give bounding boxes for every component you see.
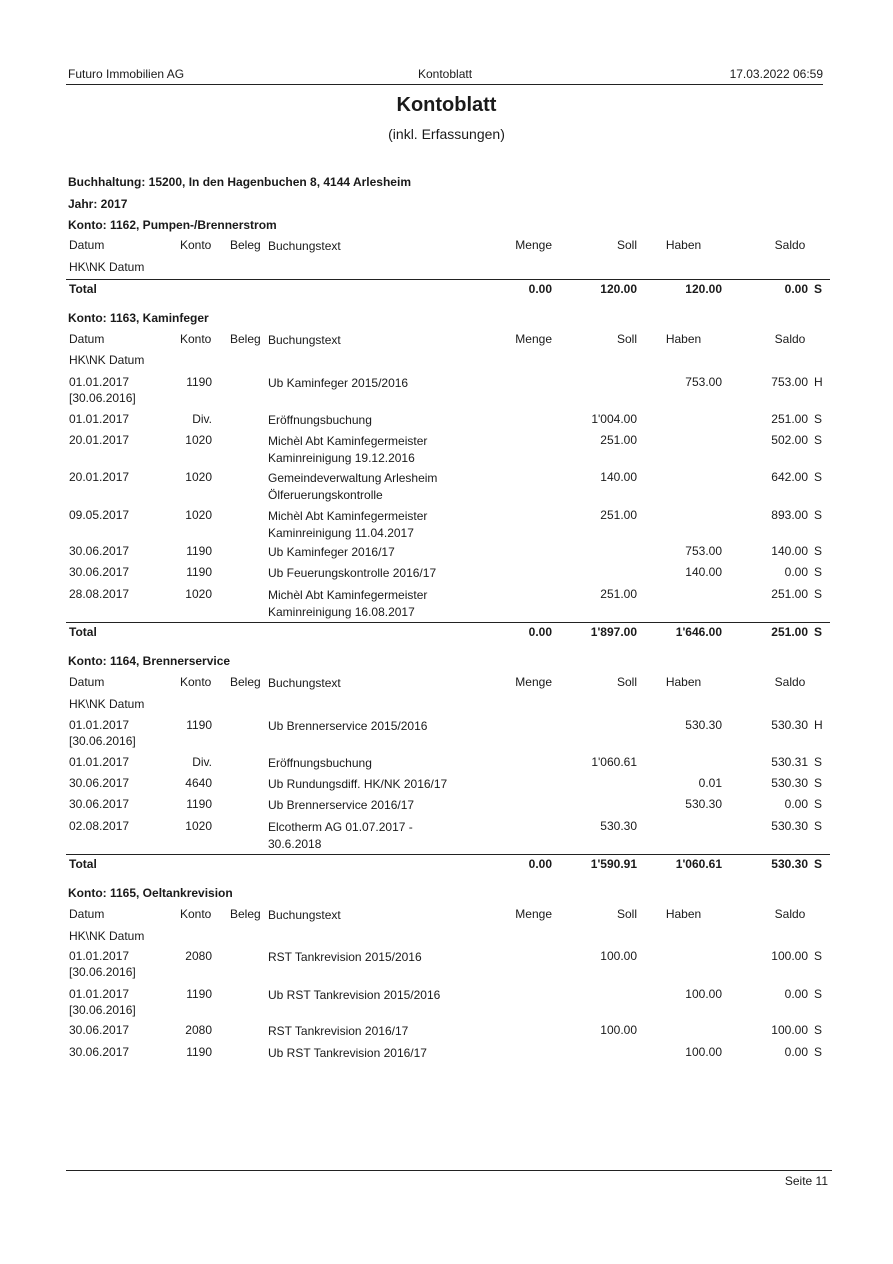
cell-datum: 20.01.2017 xyxy=(69,433,130,447)
total-menge: 0.00 xyxy=(528,282,552,296)
cell-soll: 1'004.00 xyxy=(591,412,637,426)
cell-datum: 30.06.2017 xyxy=(69,565,130,579)
col-konto: Konto xyxy=(180,907,212,921)
page-title: Kontoblatt xyxy=(396,94,497,116)
text-line-1: Ub RST Tankrevision 2016/17 xyxy=(268,1046,427,1060)
total-saldo: 0.00 xyxy=(784,282,808,296)
cell-konto: 1020 xyxy=(185,470,212,484)
cell-soll-haben-flag: S xyxy=(814,412,823,426)
cell-datum: 01.01.2017 xyxy=(69,755,130,769)
text-line-1: Ub Rundungsdiff. HK/NK 2016/17 xyxy=(268,777,448,791)
text-line-1: Gemeindeverwaltung Arlesheim xyxy=(268,471,438,485)
cell-buchungstext xyxy=(268,565,436,582)
cell-soll-haben-flag: H xyxy=(814,375,823,389)
total-soll-haben-flag: S xyxy=(814,857,823,871)
cell-hknk-datum: [30.06.2016] xyxy=(69,391,136,405)
total-row xyxy=(0,857,893,873)
cell-saldo: 893.00 xyxy=(771,508,808,522)
cell-buchungstext xyxy=(268,470,437,504)
col-haben: Haben xyxy=(665,675,702,689)
cell-datum: 01.01.2017 xyxy=(69,949,130,963)
cell-soll-haben-flag: S xyxy=(814,949,823,963)
cell-saldo: 251.00 xyxy=(771,587,808,601)
cell-soll: 251.00 xyxy=(600,508,637,522)
account-title: Konto: 1163, Kaminfeger xyxy=(68,311,209,325)
col-beleg: Beleg xyxy=(230,332,261,346)
cell-konto: Div. xyxy=(192,755,212,769)
cell-konto: 1190 xyxy=(186,797,212,811)
cell-haben: 530.30 xyxy=(685,797,722,811)
text-line-1: Eröffnungsbuchung xyxy=(268,756,372,770)
col-hknk-datum: HK\NK Datum xyxy=(69,260,145,274)
buchhaltung-info: Buchhaltung: 15200, In den Hagenbuchen 8, 4144 Arlesheim xyxy=(68,175,411,189)
cell-saldo: 140.00 xyxy=(771,544,808,558)
cell-konto: 1020 xyxy=(185,587,212,601)
cell-buchungstext xyxy=(268,987,440,1004)
text-line-1: Ub Feuerungskontrolle 2016/17 xyxy=(268,566,437,580)
col-hknk-datum: HK\NK Datum xyxy=(69,929,145,943)
text-line-1: Ub Brennerservice 2015/2016 xyxy=(268,719,428,733)
col-saldo: Saldo xyxy=(774,675,806,689)
account-title: Konto: 1165, Oeltankrevision xyxy=(68,886,233,900)
cell-datum: 30.06.2017 xyxy=(69,797,130,811)
account-title: Konto: 1162, Pumpen-/Brennerstrom xyxy=(68,218,277,232)
cell-soll-haben-flag: S xyxy=(814,987,823,1001)
report-name: Kontoblatt xyxy=(418,67,473,81)
cell-soll-haben-flag: S xyxy=(814,587,823,601)
cell-buchungstext xyxy=(268,433,427,467)
cell-konto: 1190 xyxy=(186,375,212,389)
total-soll-haben-flag: S xyxy=(814,625,823,639)
cell-saldo: 0.00 xyxy=(784,565,808,579)
cell-datum: 09.05.2017 xyxy=(69,508,130,522)
cell-datum: 28.08.2017 xyxy=(69,587,130,601)
col-soll: Soll xyxy=(616,907,637,921)
jahr-info: Jahr: 2017 xyxy=(68,197,128,211)
cell-haben: 753.00 xyxy=(685,544,722,558)
cell-soll-haben-flag: S xyxy=(814,797,823,811)
table-row xyxy=(0,433,893,465)
text-line-1: Ub Brennerservice 2016/17 xyxy=(268,798,415,812)
total-label: Total xyxy=(69,282,97,296)
table-row xyxy=(0,755,893,771)
total-rule xyxy=(66,279,830,280)
cell-saldo: 753.00 xyxy=(771,375,808,389)
text-line-2: Kaminreinigung 19.12.2016 xyxy=(268,451,415,465)
cell-buchungstext xyxy=(268,587,427,621)
cell-datum: 30.06.2017 xyxy=(69,776,130,790)
col-hknk-datum: HK\NK Datum xyxy=(69,353,145,367)
cell-buchungstext xyxy=(268,544,395,561)
table-row xyxy=(0,819,893,851)
col-menge: Menge xyxy=(515,675,552,689)
cell-saldo: 530.30 xyxy=(771,819,808,833)
cell-saldo: 251.00 xyxy=(771,412,808,426)
col-saldo: Saldo xyxy=(774,332,806,346)
cell-saldo: 0.00 xyxy=(784,1045,808,1059)
total-row xyxy=(0,625,893,641)
cell-datum: 30.06.2017 xyxy=(69,1045,130,1059)
column-header xyxy=(0,332,893,348)
text-line-1: Ub RST Tankrevision 2015/2016 xyxy=(268,988,441,1002)
cell-haben: 140.00 xyxy=(685,565,722,579)
cell-datum: 02.08.2017 xyxy=(69,819,130,833)
total-menge: 0.00 xyxy=(528,625,552,639)
col-soll: Soll xyxy=(616,238,637,252)
text-line-1: RST Tankrevision 2016/17 xyxy=(268,1024,409,1038)
cell-konto: 1020 xyxy=(185,819,212,833)
col-soll: Soll xyxy=(616,675,637,689)
text-line-1: RST Tankrevision 2015/2016 xyxy=(268,950,422,964)
table-row xyxy=(0,1045,893,1061)
cell-konto: 1190 xyxy=(186,544,212,558)
cell-saldo: 530.31 xyxy=(771,755,808,769)
cell-soll-haben-flag: S xyxy=(814,508,823,522)
col-beleg: Beleg xyxy=(230,907,261,921)
cell-buchungstext xyxy=(268,797,414,814)
cell-buchungstext xyxy=(268,1045,427,1062)
table-row xyxy=(0,587,893,619)
total-soll: 120.00 xyxy=(600,282,637,296)
col-beleg: Beleg xyxy=(230,675,261,689)
cell-buchungstext xyxy=(268,375,408,392)
table-row xyxy=(0,797,893,813)
col-konto: Konto xyxy=(180,238,212,252)
text-line-1: Michèl Abt Kaminfegermeister xyxy=(268,588,428,602)
total-haben: 1'060.61 xyxy=(675,857,722,871)
cell-soll-haben-flag: S xyxy=(814,755,823,769)
total-soll: 1'590.91 xyxy=(590,857,637,871)
cell-soll-haben-flag: H xyxy=(814,718,823,732)
col-menge: Menge xyxy=(515,238,552,252)
total-rule xyxy=(66,622,830,623)
table-row xyxy=(0,718,893,748)
cell-saldo: 530.30 xyxy=(771,718,808,732)
cell-soll-haben-flag: S xyxy=(814,776,823,790)
text-line-2: Kaminreinigung 11.04.2017 xyxy=(268,526,414,540)
cell-saldo: 0.00 xyxy=(784,797,808,811)
column-header xyxy=(0,238,893,254)
cell-saldo: 502.00 xyxy=(771,433,808,447)
cell-soll: 1'060.61 xyxy=(591,755,637,769)
cell-saldo: 100.00 xyxy=(771,949,808,963)
col-hknk-datum: HK\NK Datum xyxy=(69,697,145,711)
col-haben: Haben xyxy=(665,238,702,252)
cell-konto: 1190 xyxy=(186,1045,212,1059)
total-menge: 0.00 xyxy=(528,857,552,871)
total-label: Total xyxy=(69,625,97,639)
text-line-1: Michèl Abt Kaminfegermeister xyxy=(268,434,428,448)
cell-soll: 251.00 xyxy=(600,587,637,601)
text-line-1: Ub Kaminfeger 2015/2016 xyxy=(268,376,409,390)
cell-saldo: 530.30 xyxy=(771,776,808,790)
total-label: Total xyxy=(69,857,97,871)
col-buchungstext: Buchungstext xyxy=(268,333,341,347)
cell-hknk-datum: [30.06.2016] xyxy=(69,965,136,979)
text-line-1: Michèl Abt Kaminfegermeister xyxy=(268,509,428,523)
text-line-1: Ub Kaminfeger 2016/17 xyxy=(268,545,395,559)
col-datum: Datum xyxy=(69,332,105,346)
text-line-1: Eröffnungsbuchung xyxy=(268,413,372,427)
cell-soll: 251.00 xyxy=(600,433,637,447)
cell-buchungstext xyxy=(268,508,427,542)
col-saldo: Saldo xyxy=(774,907,806,921)
cell-soll: 140.00 xyxy=(600,470,637,484)
cell-soll-haben-flag: S xyxy=(814,1023,823,1037)
cell-datum: 20.01.2017 xyxy=(69,470,130,484)
cell-datum: 01.01.2017 xyxy=(69,375,130,389)
col-buchungstext: Buchungstext xyxy=(268,908,341,922)
cell-saldo: 0.00 xyxy=(784,987,808,1001)
col-konto: Konto xyxy=(180,675,212,689)
cell-buchungstext xyxy=(268,776,447,793)
column-header xyxy=(0,675,893,691)
col-soll: Soll xyxy=(616,332,637,346)
cell-buchungstext xyxy=(268,1023,408,1040)
cell-konto: Div. xyxy=(192,412,212,426)
cell-konto: 1190 xyxy=(186,718,212,732)
cell-datum: 30.06.2017 xyxy=(69,1023,130,1037)
print-datetime: 17.03.2022 06:59 xyxy=(729,67,823,81)
cell-haben: 0.01 xyxy=(698,776,722,790)
cell-soll: 100.00 xyxy=(600,1023,637,1037)
col-datum: Datum xyxy=(69,907,105,921)
total-rule xyxy=(66,854,830,855)
total-saldo: 251.00 xyxy=(771,625,808,639)
column-header xyxy=(0,907,893,923)
text-line-2: Kaminreinigung 16.08.2017 xyxy=(268,605,415,619)
table-row xyxy=(0,544,893,560)
cell-datum: 01.01.2017 xyxy=(69,412,130,426)
text-line-2: Ölferuerungskontrolle xyxy=(268,488,383,502)
table-row xyxy=(0,1023,893,1039)
cell-soll-haben-flag: S xyxy=(814,433,823,447)
cell-buchungstext xyxy=(268,412,372,429)
cell-hknk-datum: [30.06.2016] xyxy=(69,734,136,748)
col-saldo: Saldo xyxy=(774,238,806,252)
text-line-2: 30.6.2018 xyxy=(268,837,322,851)
table-row xyxy=(0,508,893,540)
table-row xyxy=(0,949,893,979)
text-line-1: Elcotherm AG 01.07.2017 - xyxy=(268,820,413,834)
table-row xyxy=(0,565,893,581)
col-menge: Menge xyxy=(515,907,552,921)
cell-konto: 1020 xyxy=(185,433,212,447)
table-row xyxy=(0,987,893,1017)
footer-rule xyxy=(66,1170,832,1171)
cell-haben: 100.00 xyxy=(685,987,722,1001)
cell-saldo: 642.00 xyxy=(771,470,808,484)
cell-datum: 01.01.2017 xyxy=(69,718,130,732)
col-konto: Konto xyxy=(180,332,212,346)
total-saldo: 530.30 xyxy=(771,857,808,871)
cell-hknk-datum: [30.06.2016] xyxy=(69,1003,136,1017)
table-row xyxy=(0,470,893,502)
total-haben: 1'646.00 xyxy=(675,625,722,639)
cell-saldo: 100.00 xyxy=(771,1023,808,1037)
col-haben: Haben xyxy=(665,907,702,921)
cell-haben: 753.00 xyxy=(685,375,722,389)
total-row xyxy=(0,282,893,298)
cell-haben: 530.30 xyxy=(685,718,722,732)
cell-haben: 100.00 xyxy=(685,1045,722,1059)
col-datum: Datum xyxy=(69,238,105,252)
cell-konto: 1190 xyxy=(186,565,212,579)
cell-buchungstext xyxy=(268,949,422,966)
cell-soll-haben-flag: S xyxy=(814,565,823,579)
total-haben: 120.00 xyxy=(685,282,722,296)
cell-buchungstext xyxy=(268,718,427,735)
cell-konto: 1020 xyxy=(185,508,212,522)
col-haben: Haben xyxy=(665,332,702,346)
cell-datum: 30.06.2017 xyxy=(69,544,130,558)
cell-datum: 01.01.2017 xyxy=(69,987,130,1001)
total-soll-haben-flag: S xyxy=(814,282,823,296)
col-datum: Datum xyxy=(69,675,105,689)
cell-konto: 4640 xyxy=(185,776,212,790)
table-row xyxy=(0,776,893,792)
page-number: Seite 11 xyxy=(784,1174,828,1188)
col-menge: Menge xyxy=(515,332,552,346)
total-soll: 1'897.00 xyxy=(590,625,637,639)
cell-soll-haben-flag: S xyxy=(814,470,823,484)
col-buchungstext: Buchungstext xyxy=(268,239,341,253)
page-subtitle: (inkl. Erfassungen) xyxy=(388,126,505,142)
cell-soll-haben-flag: S xyxy=(814,1045,823,1059)
company-name: Futuro Immobilien AG xyxy=(68,67,185,81)
table-row xyxy=(0,412,893,428)
col-buchungstext: Buchungstext xyxy=(268,676,341,690)
col-beleg: Beleg xyxy=(230,238,261,252)
cell-soll: 100.00 xyxy=(600,949,637,963)
cell-konto: 2080 xyxy=(185,949,212,963)
header-rule xyxy=(66,84,823,85)
cell-soll: 530.30 xyxy=(600,819,637,833)
cell-soll-haben-flag: S xyxy=(814,819,823,833)
account-title: Konto: 1164, Brennerservice xyxy=(68,654,231,668)
cell-soll-haben-flag: S xyxy=(814,544,823,558)
table-row xyxy=(0,375,893,405)
cell-buchungstext xyxy=(268,755,372,772)
cell-konto: 1190 xyxy=(186,987,212,1001)
cell-buchungstext xyxy=(268,819,413,853)
cell-konto: 2080 xyxy=(185,1023,212,1037)
